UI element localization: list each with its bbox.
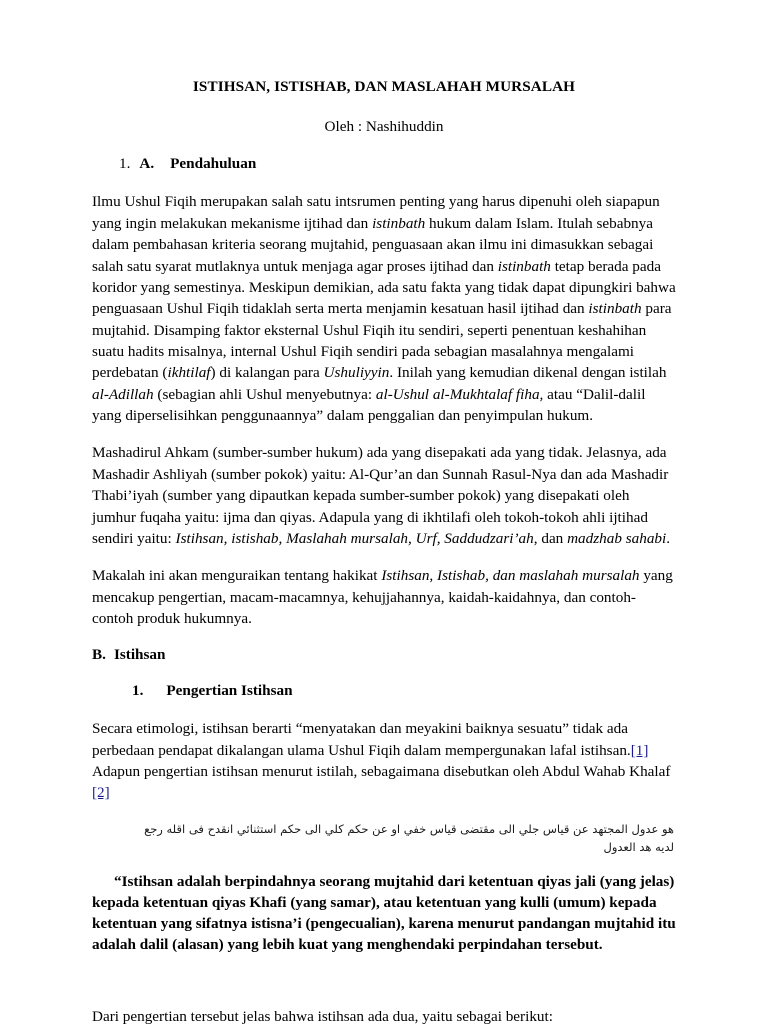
p3-italic-1: Istihsan, Istishab, dan maslahah mursalah bbox=[381, 567, 640, 585]
p4-text-2: Adapun pengertian istihsan menurut istilah, sebagaimana disebutkan oleh Abdul Wahab Khalaf bbox=[92, 763, 671, 781]
heading-pendahuluan bbox=[92, 154, 676, 173]
paragraph-1 bbox=[92, 191, 676, 426]
footnote-link-1[interactable]: [1] bbox=[630, 741, 649, 759]
document-title: ISTIHSAN, ISTISHAB, DAN MASLAHAH MURSALAH bbox=[192, 78, 576, 95]
p2-italic-2: madzhab sahabi bbox=[567, 529, 667, 547]
heading-pendahuluan-label: Pendahuluan bbox=[170, 155, 257, 173]
paragraph-4 bbox=[92, 718, 676, 803]
p1-italic-5: Ushuliyyin bbox=[323, 364, 390, 382]
document-byline: Oleh : Nashihuddin bbox=[324, 118, 444, 136]
p3-text-2: yang mencakup pengertian, macam-macamnya, kehujjahannya, kaidah-kaidahnya, dan contoh-contoh produk hukumnya. bbox=[92, 567, 673, 627]
p2-italic-1: Istihsan, istishab, Maslahah mursalah, Urf, Saddudzari’ah bbox=[175, 529, 534, 547]
p1-text-6: . Inilah yang kemudian dikenal dengan istilah bbox=[389, 364, 667, 382]
heading-istihsan bbox=[92, 645, 676, 664]
p1-text-2: hukum dalam Islam. Itulah sebabnya dalam pembahasan kriteria seorang mujtahid, penguasaan akan ilmu ini dimasukkan sebagai salah satu syarat mutlaknya untuk menjaga agar proses ijtihad dan bbox=[92, 214, 654, 275]
footnote-link-2[interactable]: [2] bbox=[92, 784, 110, 802]
heading-pengertian-number: 1. bbox=[132, 682, 144, 700]
p2-text-1: Mashadirul Ahkam (sumber-sumber hukum) ada yang disepakati ada yang tidak. Jelasnya, ada Mashadir Ashliyah (sumber pokok) yaitu: Al-Qur’an dan Sunnah Rasul-Nya dan ada Mashadir Thabi’iyah (sumber yang dipautkan kepada sumber-sumber pokok) yang disepakati oleh jumhur fuqaha yaitu: ijma dan qiyas. Adapula yang di ikhtilafi oleh tokoh-tokoh ahli ijtihad sendiri yaitu: bbox=[92, 444, 669, 547]
p1-italic-7: al-Ushul al-Mukhtalaf fiha, bbox=[375, 385, 544, 403]
arabic-quote: هو عدول المجتهد عن قياس جلي الى مقتضى قياس خفي او عن حكم كلي الى حكم استثنائي انقدح فى اقله رجع لديه هد العدول bbox=[144, 821, 674, 855]
p3-text-1: Makalah ini akan menguraikan tentang hakikat bbox=[92, 567, 382, 585]
istihsan-definition-quote: “Istihsan adalah berpindahnya seorang mujtahid dari ketentuan qiyas jali (yang jelas) kepada ketentuan qiyas Khafi (yang samar), atau ketentuan yang kulli (umum) kepada ketentuan yang sifatnya istisna’i (pengecualian), karena menurut pandangan mujtahid itu adalah dalil (alasan) yang lebih kuat yang menghendaki perpindahan tersebut. bbox=[92, 872, 676, 954]
p1-italic-3: istinbath bbox=[588, 300, 642, 318]
p1-text-3: tetap berada pada koridor yang semestinya. Meskipun demikian, ada satu fakta yang tidak dapat dipungkiri bahwa penguasaan Ushul Fiqih tidaklah serta merta menjamin kesatuan hasil ijtihad dan bbox=[92, 257, 676, 318]
heading-pendahuluan-letter: A. bbox=[139, 155, 155, 173]
p4-text-1: Secara etimologi, istihsan berarti “menyatakan dan meyakini baiknya sesuatu” tidak ada perbedaan pendapat dikalangan ulama Ushul Fiqih dalam mempergunakan lafal istihsan. bbox=[92, 720, 631, 759]
p1-italic-4: ikhtilaf bbox=[167, 364, 211, 382]
p1-text-8: atau “Dalil-dalil yang diperselisihkan penggunaannya” dalam penggalian dan penyimpulan hukum. bbox=[92, 385, 646, 425]
heading-istihsan-letter: B. bbox=[92, 646, 106, 664]
p1-text-1: Ilmu Ushul Fiqih merupakan salah satu intsrumen penting yang harus dipenuhi oleh siapapun yang ingin melakukan mekanisme ijtihad dan bbox=[92, 193, 660, 232]
p2-text-3: . bbox=[666, 529, 671, 547]
heading-istihsan-label: Istihsan bbox=[113, 646, 166, 664]
heading-pengertian-istihsan bbox=[92, 681, 676, 700]
p1-italic-6: al-Adillah bbox=[92, 385, 154, 403]
heading-pendahuluan-number: 1. bbox=[119, 155, 131, 173]
paragraph-2 bbox=[92, 442, 676, 549]
p1-text-5: ) di kalangan para bbox=[210, 364, 324, 382]
heading-pengertian-label: Pengertian Istihsan bbox=[166, 682, 293, 700]
paragraph-5: Dari pengertian tersebut jelas bahwa istihsan ada dua, yaitu sebagai berikut: bbox=[92, 1007, 553, 1025]
p1-italic-1: istinbath bbox=[372, 214, 426, 232]
paragraph-3 bbox=[92, 565, 676, 629]
p1-text-4: para mujtahid. Disamping faktor eksternal Ushul Fiqih itu sendiri, seperti penentuan keshahihan suatu hadits misalnya, internal Ushul Fiqih sendiri pada sebagian masalahnya mengalami perdebatan ( bbox=[92, 300, 672, 382]
p1-italic-2: istinbath bbox=[497, 257, 551, 275]
p2-text-2: , dan bbox=[533, 529, 568, 547]
p1-text-7: (sebagian ahli Ushul menyebutnya: bbox=[153, 385, 376, 403]
